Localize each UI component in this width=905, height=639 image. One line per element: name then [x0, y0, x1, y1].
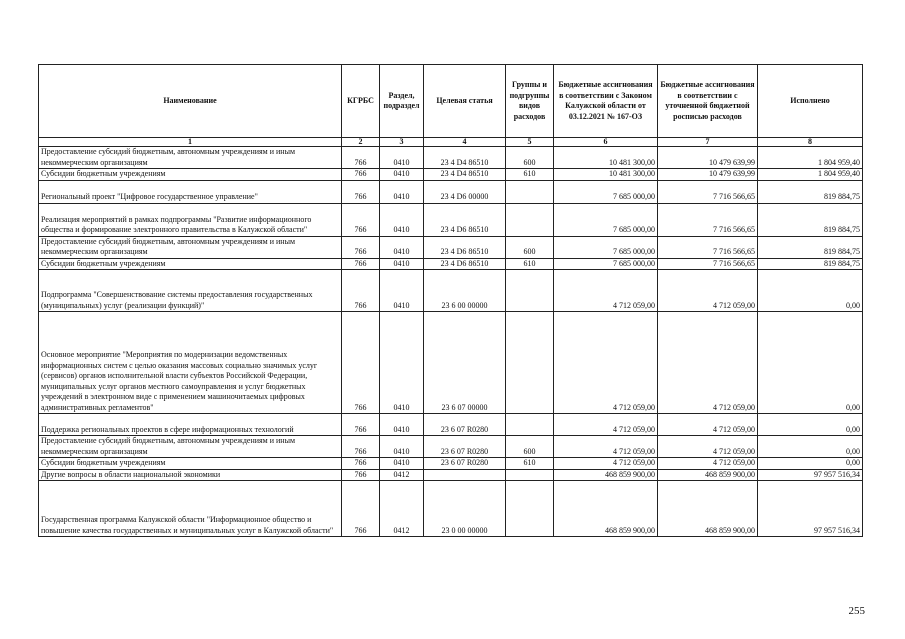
- row-group: [506, 414, 554, 436]
- row-kgrbs: 766: [342, 203, 380, 236]
- row-executed: 819 884,75: [758, 258, 863, 270]
- row-group: 600: [506, 236, 554, 258]
- budget-table: [38, 64, 863, 537]
- row-kgrbs: 766: [342, 236, 380, 258]
- row-target: 23 4 D6 86510: [424, 258, 506, 270]
- header-executed: Исполнено: [758, 65, 863, 138]
- row-kgrbs: 766: [342, 458, 380, 470]
- table-row: [39, 169, 863, 181]
- row-refined: 4 712 059,00: [658, 312, 758, 414]
- column-number: 2: [342, 138, 380, 147]
- row-refined: 7 716 566,65: [658, 203, 758, 236]
- header-refined: Бюджетные ассигнования в соответствии с уточненной бюджетной росписью расходов: [658, 65, 758, 138]
- table-row: [39, 436, 863, 458]
- column-number: 3: [380, 138, 424, 147]
- row-target: 23 6 07 R0280: [424, 436, 506, 458]
- row-target: [424, 469, 506, 481]
- row-target: 23 0 00 00000: [424, 481, 506, 537]
- table-row: [39, 414, 863, 436]
- row-refined: 7 716 566,65: [658, 258, 758, 270]
- row-kgrbs: 766: [342, 169, 380, 181]
- header-law: Бюджетные ассигнования в соответствии с Законом Калужской области от 03.12.2021 № 167-ОЗ: [554, 65, 658, 138]
- column-number: 8: [758, 138, 863, 147]
- row-kgrbs: 766: [342, 312, 380, 414]
- header-section: Раздел, подраздел: [380, 65, 424, 138]
- row-group: 600: [506, 147, 554, 169]
- row-law: 7 685 000,00: [554, 203, 658, 236]
- row-group: [506, 481, 554, 537]
- row-refined: 10 479 639,99: [658, 169, 758, 181]
- table-row: [39, 147, 863, 169]
- row-group: 610: [506, 258, 554, 270]
- row-executed: 97 957 516,34: [758, 481, 863, 537]
- table-row: [39, 481, 863, 537]
- row-executed: 0,00: [758, 436, 863, 458]
- row-kgrbs: 766: [342, 436, 380, 458]
- table-row: [39, 458, 863, 470]
- row-executed: 819 884,75: [758, 236, 863, 258]
- header-group: Группы и подгруппы видов расходов: [506, 65, 554, 138]
- row-name: Государственная программа Калужской области "Информационное общество и повышение качества государственных и муниципальных услуг в Калужской области": [39, 481, 342, 537]
- header-target: Целевая статья: [424, 65, 506, 138]
- row-section: 0412: [380, 481, 424, 537]
- row-refined: 468 859 900,00: [658, 469, 758, 481]
- row-refined: 4 712 059,00: [658, 458, 758, 470]
- row-group: 610: [506, 458, 554, 470]
- row-refined: 10 479 639,99: [658, 147, 758, 169]
- row-target: 23 6 07 00000: [424, 312, 506, 414]
- row-law: 4 712 059,00: [554, 458, 658, 470]
- table-row: [39, 203, 863, 236]
- table-row: [39, 469, 863, 481]
- row-section: 0410: [380, 258, 424, 270]
- table-row: [39, 180, 863, 203]
- column-number: 4: [424, 138, 506, 147]
- row-law: 468 859 900,00: [554, 481, 658, 537]
- header-kgrbs: КГРБС: [342, 65, 380, 138]
- row-law: 4 712 059,00: [554, 414, 658, 436]
- row-section: 0410: [380, 414, 424, 436]
- table-row: [39, 312, 863, 414]
- row-executed: 819 884,75: [758, 203, 863, 236]
- row-law: 4 712 059,00: [554, 312, 658, 414]
- row-law: 4 712 059,00: [554, 270, 658, 312]
- page-number: 255: [848, 605, 865, 617]
- row-section: 0410: [380, 436, 424, 458]
- column-number: 1: [39, 138, 342, 147]
- row-kgrbs: 766: [342, 180, 380, 203]
- row-name: Субсидии бюджетным учреждениям: [39, 458, 342, 470]
- row-group: 600: [506, 436, 554, 458]
- row-refined: 7 716 566,65: [658, 180, 758, 203]
- table-row: [39, 258, 863, 270]
- row-group: [506, 203, 554, 236]
- row-target: 23 4 D4 86510: [424, 169, 506, 181]
- row-section: 0410: [380, 180, 424, 203]
- row-executed: 0,00: [758, 312, 863, 414]
- row-law: 7 685 000,00: [554, 180, 658, 203]
- row-executed: 0,00: [758, 458, 863, 470]
- column-number: 7: [658, 138, 758, 147]
- row-refined: 468 859 900,00: [658, 481, 758, 537]
- row-law: 4 712 059,00: [554, 436, 658, 458]
- row-name: Поддержка региональных проектов в сфере информационных технологий: [39, 414, 342, 436]
- row-law: 10 481 300,00: [554, 147, 658, 169]
- row-refined: 4 712 059,00: [658, 414, 758, 436]
- row-executed: 1 804 959,40: [758, 147, 863, 169]
- row-executed: 0,00: [758, 270, 863, 312]
- row-name: Субсидии бюджетным учреждениям: [39, 258, 342, 270]
- row-target: 23 6 00 00000: [424, 270, 506, 312]
- row-law: 468 859 900,00: [554, 469, 658, 481]
- row-kgrbs: 766: [342, 414, 380, 436]
- row-name: Основное мероприятие "Мероприятия по модернизации ведомственных информационных систем с целью оказания массовых социально значимых услуг (сервисов) органов исполнительной власти субъектов Российской Федерации, муниципальных услуг органов местного самоуправления и услуг бюджетных учреждений в электронном виде с применением машиночитаемых цифровых административных регламентов": [39, 312, 342, 414]
- row-section: 0410: [380, 270, 424, 312]
- row-section: 0412: [380, 469, 424, 481]
- table-row: [39, 236, 863, 258]
- row-kgrbs: 766: [342, 147, 380, 169]
- row-target: 23 4 D6 86510: [424, 203, 506, 236]
- row-target: 23 4 D6 86510: [424, 236, 506, 258]
- row-target: 23 4 D4 86510: [424, 147, 506, 169]
- row-law: 7 685 000,00: [554, 258, 658, 270]
- row-section: 0410: [380, 147, 424, 169]
- row-name: Реализация мероприятий в рамках подпрограммы "Развитие информационного общества и формирование электронного правительства в Калужской области": [39, 203, 342, 236]
- row-target: 23 6 07 R0280: [424, 458, 506, 470]
- row-section: 0410: [380, 236, 424, 258]
- row-name: Субсидии бюджетным учреждениям: [39, 169, 342, 181]
- row-kgrbs: 766: [342, 469, 380, 481]
- row-target: 23 4 D6 00000: [424, 180, 506, 203]
- column-number: 5: [506, 138, 554, 147]
- row-refined: 4 712 059,00: [658, 436, 758, 458]
- row-refined: 7 716 566,65: [658, 236, 758, 258]
- row-law: 7 685 000,00: [554, 236, 658, 258]
- row-kgrbs: 766: [342, 258, 380, 270]
- row-name: Предоставление субсидий бюджетным, автономным учреждениям и иным некоммерческим организациям: [39, 147, 342, 169]
- row-name: Предоставление субсидий бюджетным, автономным учреждениям и иным некоммерческим организациям: [39, 436, 342, 458]
- row-kgrbs: 766: [342, 481, 380, 537]
- row-section: 0410: [380, 203, 424, 236]
- row-executed: 0,00: [758, 414, 863, 436]
- row-name: Региональный проект "Цифровое государственное управление": [39, 180, 342, 203]
- header-name: Наименование: [39, 65, 342, 138]
- row-section: 0410: [380, 312, 424, 414]
- row-name: Подпрограмма "Совершенствование системы предоставления государственных (муниципальных) услуг (реализации функций)": [39, 270, 342, 312]
- row-law: 10 481 300,00: [554, 169, 658, 181]
- row-group: [506, 270, 554, 312]
- row-name: Предоставление субсидий бюджетным, автономным учреждениям и иным некоммерческим организациям: [39, 236, 342, 258]
- row-executed: 97 957 516,34: [758, 469, 863, 481]
- row-target: 23 6 07 R0280: [424, 414, 506, 436]
- row-section: 0410: [380, 169, 424, 181]
- row-group: 610: [506, 169, 554, 181]
- column-number-row: [39, 138, 863, 147]
- row-name: Другие вопросы в области национальной экономики: [39, 469, 342, 481]
- budget-table-container: [38, 64, 862, 537]
- row-section: 0410: [380, 458, 424, 470]
- row-executed: 819 884,75: [758, 180, 863, 203]
- row-group: [506, 469, 554, 481]
- row-group: [506, 312, 554, 414]
- header-row: [39, 65, 863, 138]
- column-number: 6: [554, 138, 658, 147]
- row-executed: 1 804 959,40: [758, 169, 863, 181]
- row-group: [506, 180, 554, 203]
- row-kgrbs: 766: [342, 270, 380, 312]
- row-refined: 4 712 059,00: [658, 270, 758, 312]
- table-row: [39, 270, 863, 312]
